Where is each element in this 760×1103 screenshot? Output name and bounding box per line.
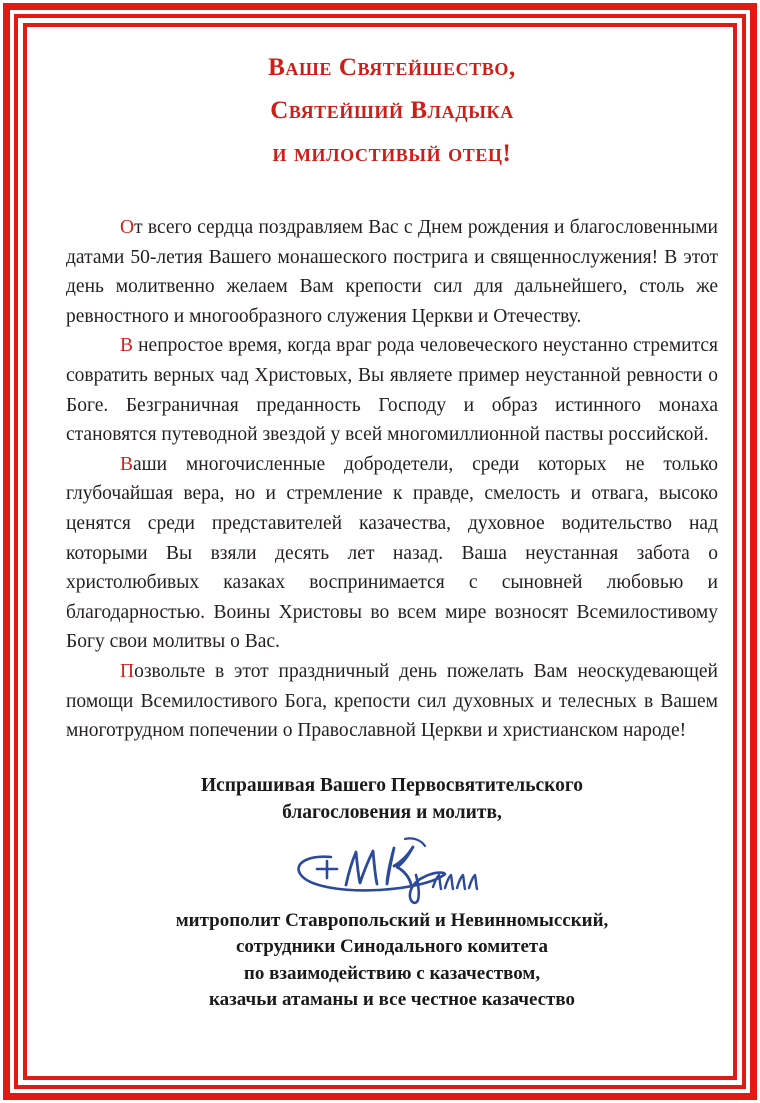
salutation-heading	[66, 34, 718, 175]
footer-line-3: по взаимодействию с казачеством,	[243, 962, 541, 984]
paragraph-3-initial: В	[120, 453, 134, 475]
handwritten-signature-icon	[287, 831, 497, 905]
paragraph-1	[66, 213, 718, 331]
closing-line-2: благословения и молитв,	[282, 801, 502, 823]
paragraph-3	[66, 450, 718, 657]
footer-line-4: казачьи атаманы и все честное казачество	[208, 989, 576, 1011]
paragraph-2-text: непростое время, когда враг рода человеческого неустанно стремится совратить верных чад Христовых, Вы являете пример неустанной ревности о Боге. Безграничная преданность Господу и образ истинного монаха становятся путеводной звездой у всей многомиллионной паствы российской.	[66, 335, 718, 446]
closing-line-1: Испрашивая Вашего Первосвятительского	[200, 774, 584, 796]
paragraph-2	[66, 331, 718, 449]
footer-line-2: сотрудники Синодального комитета	[236, 936, 548, 958]
salutation-line-1: Ваше Святейшество,	[268, 54, 516, 81]
paragraph-4-text: озвольте в этот праздничный день пожелать Вам неоскудевающей помощи Всемилостивого Бога, крепости сил духовных и телесных в Вашем многотрудном попечении о Православной Церкви и христианском народе!	[66, 660, 718, 742]
paragraph-1-text: т всего сердца поздравляем Вас с Днем рождения и благословенными датами 50-летия Вашего монашеского пострига и священнослужения! В этот день молитвенно желаем Вам крепости сил для дальнейшего, столь же ревностного и многообразного служения Церкви и Отечеству.	[66, 217, 718, 327]
salutation-line-2: Святейший Владыка	[270, 97, 514, 124]
footer-line-1: митрополит Ставропольский и Невинномысский,	[175, 909, 609, 931]
document-content	[66, 34, 718, 1014]
signature-block	[66, 830, 718, 906]
paragraph-1-initial: О	[120, 217, 135, 238]
paragraph-4	[66, 657, 718, 746]
closing-block	[66, 772, 718, 826]
footer-signatories	[66, 908, 718, 1014]
salutation-line-3: и милостивый отец!	[272, 140, 512, 167]
paragraph-4-initial: П	[120, 660, 135, 682]
paragraph-2-initial: В	[120, 335, 134, 357]
body-copy	[66, 213, 718, 746]
paragraph-3-text: аши многочисленные добродетели, среди которых не только глубочайшая вера, но и стремление к правде, смелость и отвага, высоко ценятся среди представителей казачества, духовное водительство над которыми Вы взяли десять лет назад. Ваша неустанная забота о христолюбивых казаках воспринимается с сыновней любовью и благодарностью. Воины Христовы во всем мире возносят Всемилостивому Богу свои молитвы о Вас.	[66, 453, 718, 653]
